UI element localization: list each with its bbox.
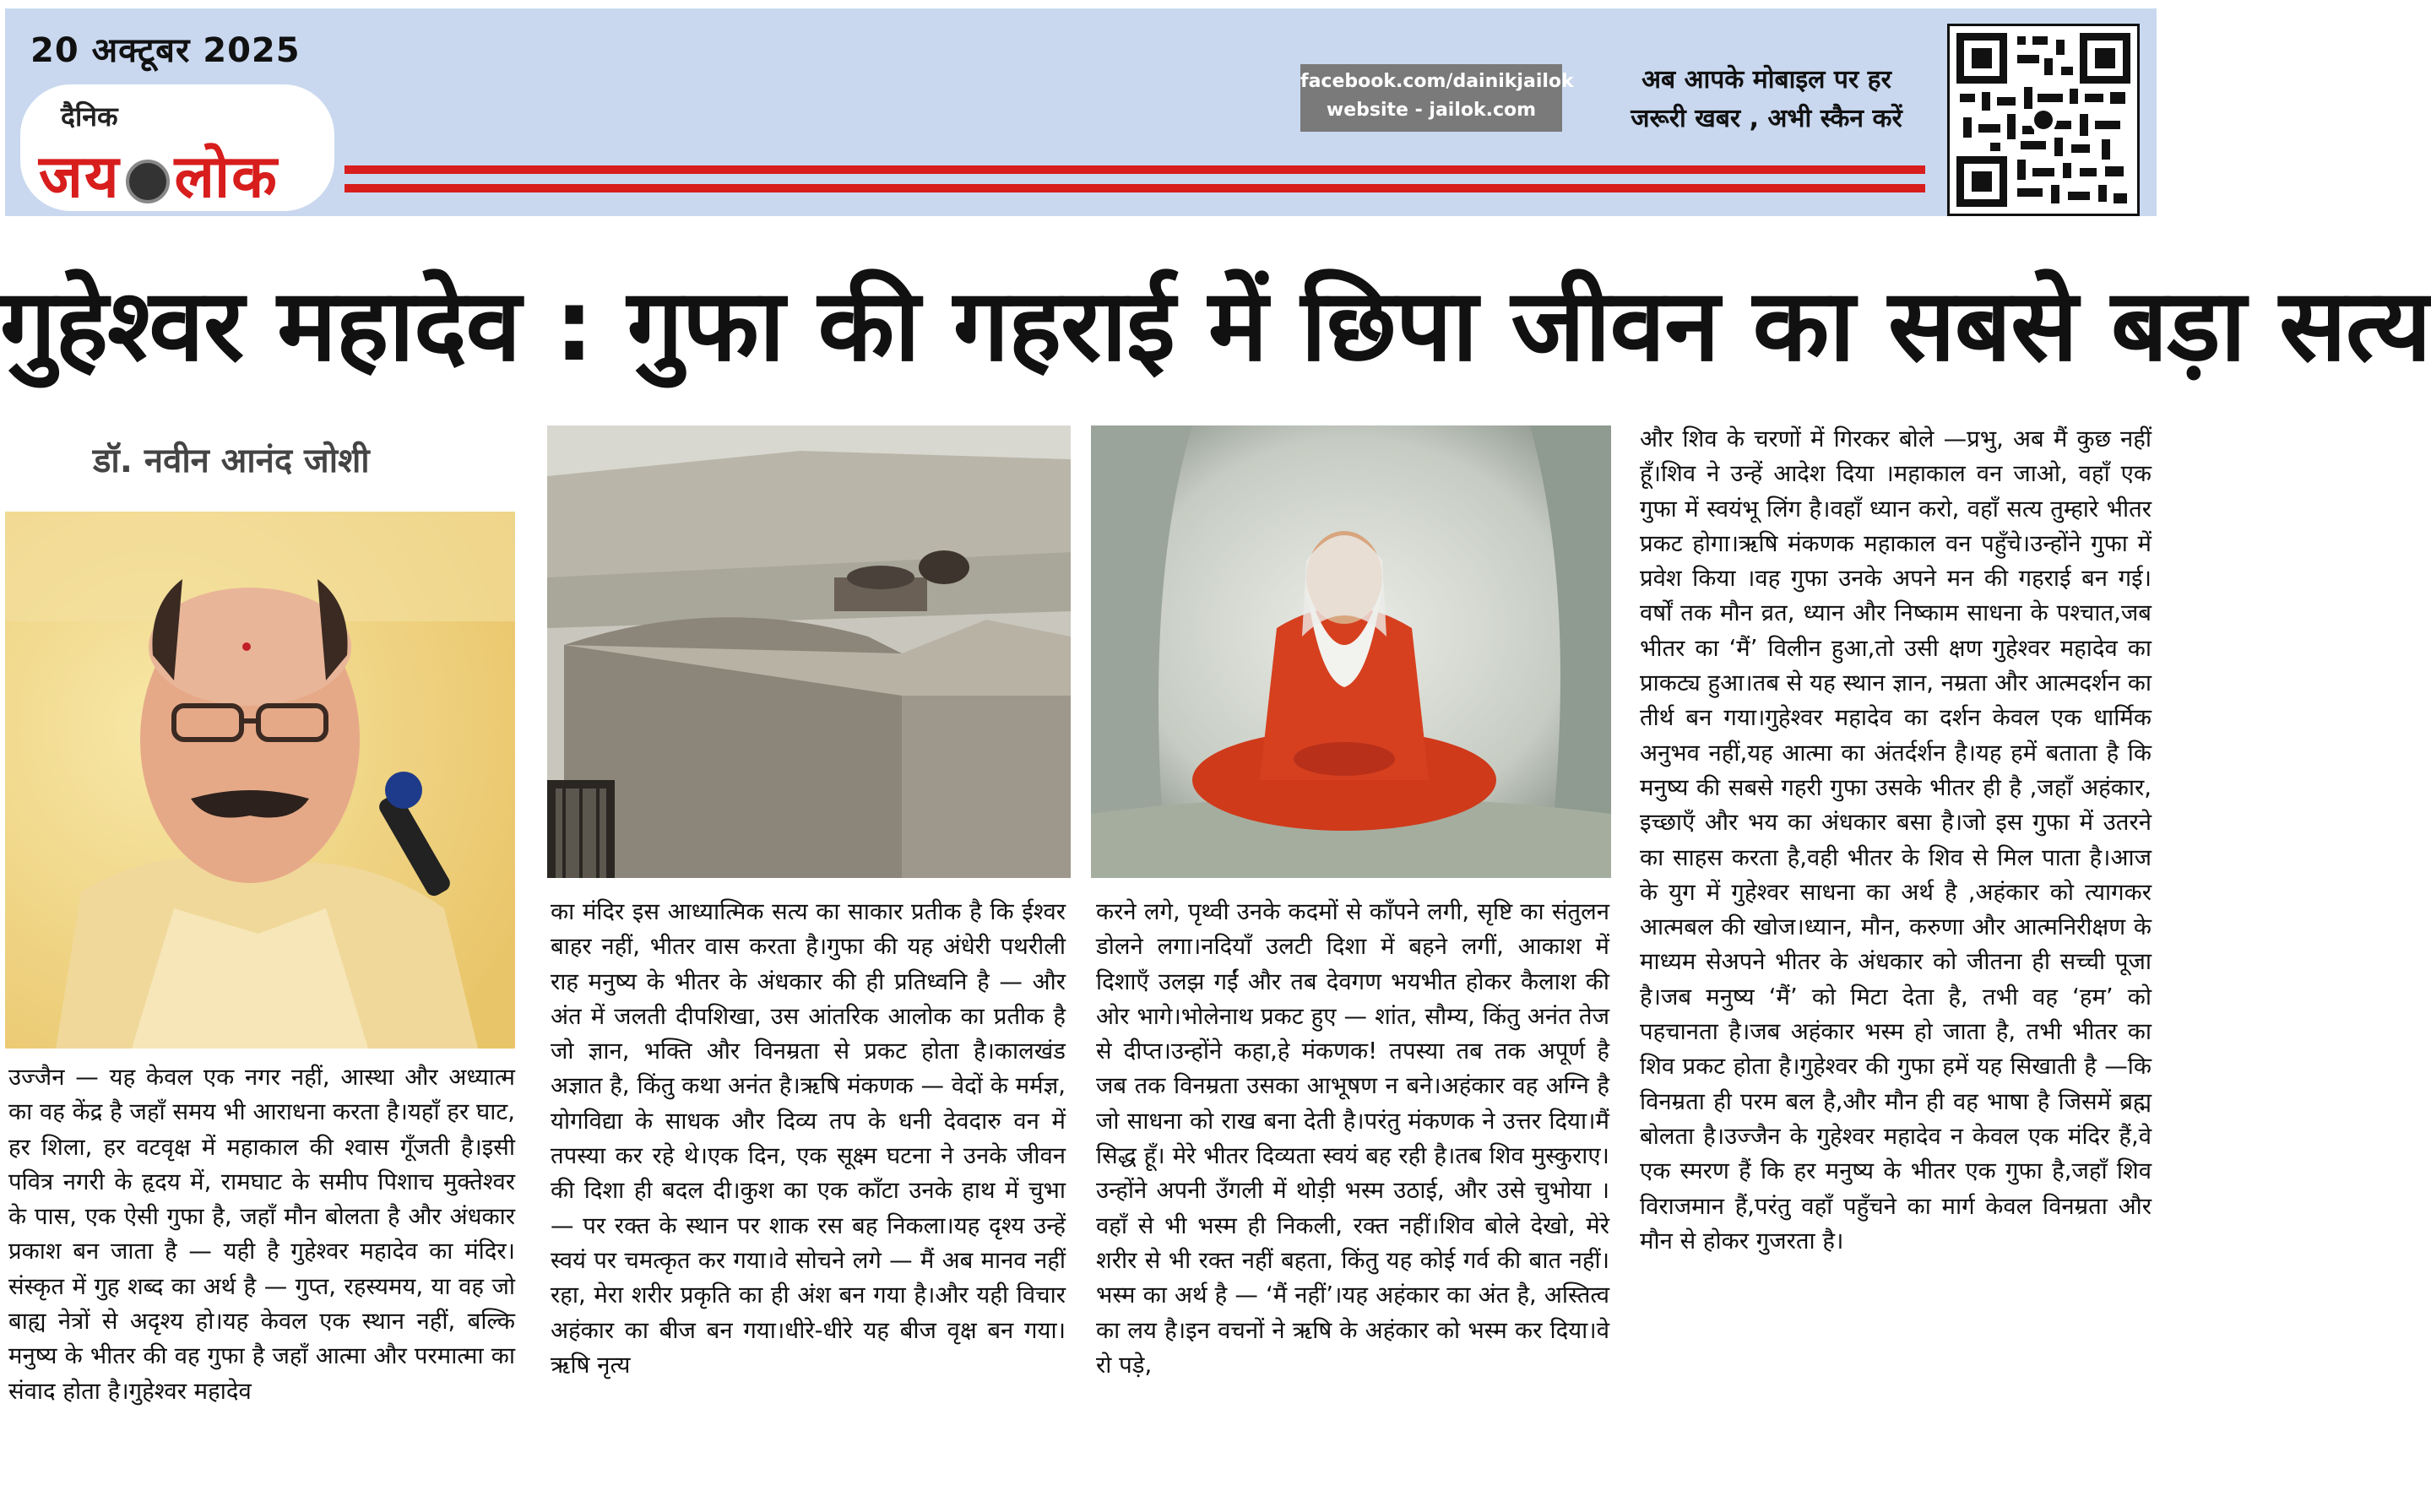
logo-wordmark <box>39 133 279 214</box>
article-headline: गुहेश्वर महादेव : गुफा की गहराई में छिपा जीवन का सबसे बड़ा सत्य <box>0 267 2431 383</box>
column-1-text: उज्जैन — यह केवल एक नगर नहीं, आस्था और अध्यात्म का वह केंद्र है जहाँ समय भी आराधना करता है।यहाँ हर घाट, हर शिला, हर वटवृक्ष में महाकाल की श्वास गूँजती है।इसी पवित्र नगरी के हृदय में, रामघाट के समीप पिशाच मुक्तेश्वर के पास, एक ऐसी गुफा है, जहाँ मौन बोलता है और अंधकार प्रकाश बन जाता है — यही है गुहेश्वर महादेव का मंदिर।संस्कृत में गुह शब्द का अर्थ है — गुप्त, रहस्यमय, या वह जो बाह्य नेत्रों से अदृश्य हो।यह केवल एक स्थान नहीं, बल्कि मनुष्य के भीतर की वह गुफा है जहाँ आत्मा और परमात्मा का संवाद होता है।गुहेश्वर महादेव <box>8 1064 515 1405</box>
masthead <box>0 0 2162 219</box>
scan-prompt-line1: अब आपके मोबाइल पर हर <box>1641 65 1891 95</box>
logo-tagline: दैनिक <box>61 100 118 133</box>
website-link[interactable]: website - jailok.com <box>1326 100 1537 121</box>
author-photo <box>5 512 515 1049</box>
globe-icon <box>126 160 170 203</box>
article-column-2 <box>551 895 1066 1503</box>
logo-word-right: लोक <box>174 141 279 211</box>
column-3-text: करने लगे, पृथ्वी उनके कदमों से काँपने लगी, सृष्टि का संतुलन डोलने लगा।नदियाँ उलटी दिशा में बहने लगीं, आकाश में दिशाएँ उलझ गईं और तब देवगण भयभीत होकर कैलाश की ओर भागे।भोलेनाथ प्रकट हुए — शांत, सौम्य, किंतु अनंत तेज से दीप्त।उन्होंने कहा,हे मंकणक! तपस्या तब तक अपूर्ण है जब तक विनम्रता उसका आभूषण न बने।अहंकार वह अग्नि है जो साधना को राख बना देती है।परंतु मंकणक ने उत्तर दिया।मैं सिद्ध हूँ। मेरे भीतर दिव्यता स्वयं बह रही है।तब शिव मुस्कुराए।उन्होंने अपनी उँगली में थोड़ी भस्म उठाई, और उसे चुभोया ।वहाँ से भी भस्म ही निकली, रक्त नहीं।शिव बोले देखो, मेरे शरीर से भी रक्त नहीं बहता, किंतु यह कोई गर्व की बात नहीं।भस्म का अर्थ है — ‘मैं नहीं’।यह अहंकार का अंत है, अस्तित्व का लय है।इन वचनों ने ऋषि के अहंकार को भस्म कर दिया।वे रो पड़े, <box>1096 898 1609 1379</box>
article-column-3 <box>1096 895 1609 1503</box>
qr-code-graphic <box>1956 33 2130 207</box>
qr-code-icon[interactable] <box>1947 24 2140 216</box>
facebook-link[interactable]: facebook.com/dainikjailok <box>1300 71 1574 92</box>
edition-date: 20 अक्टूबर 2025 <box>30 31 301 70</box>
article-column-1 <box>8 1060 515 1499</box>
column-4-text: और शिव के चरणों में गिरकर बोले —प्रभु, अब मैं कुछ नहीं हूँ।शिव ने उन्हें आदेश दिया ।महाकाल वन जाओ, वहाँ एक गुफा में स्वयंभू लिंग है।वहाँ ध्यान करो, वहाँ सत्य तुम्हारे भीतर प्रकट होगा।ऋषि मंकणक महाकाल वन पहुँचे।उन्होंने गुफा में प्रवेश किया ।वह गुफा उनके अपने मन की गहराई बन गई।वर्षों तक मौन व्रत, ध्यान और निष्काम साधना के पश्चात,जब भीतर का ‘मैं’ विलीन हुआ,तो उसी क्षण गुहेश्वर महादेव का प्राकट्य हुआ।तब से यह स्थान ज्ञान, नम्रता और आत्मदर्शन का तीर्थ बन गया।गुहेश्वर महादेव का दर्शन केवल एक धार्मिक अनुभव नहीं,यह आत्मा का अंतर्दर्शन है।यह हमें बताता है कि मनुष्य की सबसे गहरी गुफा उसके भीतर ही है ,जहाँ अहंकार, इच्छाएँ और भय का अंधकार बसा है।जो इस गुफा में उतरने का साहस करता है,वही भीतर के शिव से मिल पाता है।आज के युग में गुहेश्वर साधना का अर्थ है ,अहंकार को त्यागकर आत्मबल की खोज।ध्यान, मौन, करुणा और आत्मनिरीक्षण के माध्यम सेअपने भीतर के अंधकार को जीतना ही सच्ची पूजा है।जब मनुष्य ‘मैं’ को मिटा देता है, तभी वह ‘हम’ को पहचानता है।जब अहंकार भस्म हो जाता है, तभी भीतर का शिव प्रकट होता है।गुहेश्वर की गुफा हमें यह सिखाती है —कि विनम्रता ही परम बल है,और मौन ही वह भाषा है जिसमें ब्रह्म बोलता है।उज्जैन के गुहेश्वर महादेव न केवल एक मंदिर हैं,वे एक स्मरण हैं कि हर मनुष्य के भीतर एक गुफा है,जहाँ शिव विराजमान हैं,परंतु वहाँ पहुँचने का मार्ग केवल विनम्रता और मौन से होकर गुजरता है। <box>1640 425 2152 1255</box>
author-byline: डॉ. नवीन आनंद जोशी <box>93 442 370 480</box>
scan-prompt-line2: जरूरी खबर , अभी स्कैन करें <box>1631 104 1902 133</box>
masthead-rule-top <box>345 165 1925 174</box>
masthead-rule-bottom <box>345 184 1925 192</box>
column-2-text: का मंदिर इस आध्यात्मिक सत्य का साकार प्रतीक है कि ईश्वर बाहर नहीं, भीतर वास करता है।गुफा की यह अंधेरी पथरीली राह मनुष्य के भीतर के अंधकार की ही प्रतिध्वनि है — और अंत में जलती दीपशिखा, उस आंतरिक आलोक का प्रतीक है जो ज्ञान, भक्ति और विनम्रता से प्रकट होता है।कालखंड अज्ञात है, किंतु कथा अनंत है।ऋषि मंकणक — वेदों के मर्मज्ञ, योगविद्या के साधक और दिव्य तप के धनी देवदारु वन में तपस्या कर रहे थे।एक दिन, एक सूक्ष्म घटना ने उनके जीवन की दिशा ही बदल दी।कुश का एक काँटा उनके हाथ में चुभा — पर रक्त के स्थान पर शाक रस बह निकला।यह दृश्य उन्हें स्वयं पर चमत्कृत कर गया।वे सोचने लगे — मैं अब मानव नहीं रहा, मेरा शरीर प्रकृति का ही अंश बन गया है।और यही विचार अहंकार का बीज बन गया।धीरे-धीरे यह बीज वृक्ष बन गया।ऋषि नृत्य <box>551 898 1066 1379</box>
article-column-4 <box>1640 422 2152 1503</box>
scan-prompt <box>1614 61 1918 138</box>
logo-word-left: जय <box>39 141 121 211</box>
sage-painting <box>1091 425 1611 878</box>
temple-photo <box>547 425 1071 878</box>
social-links-box <box>1300 64 1574 132</box>
